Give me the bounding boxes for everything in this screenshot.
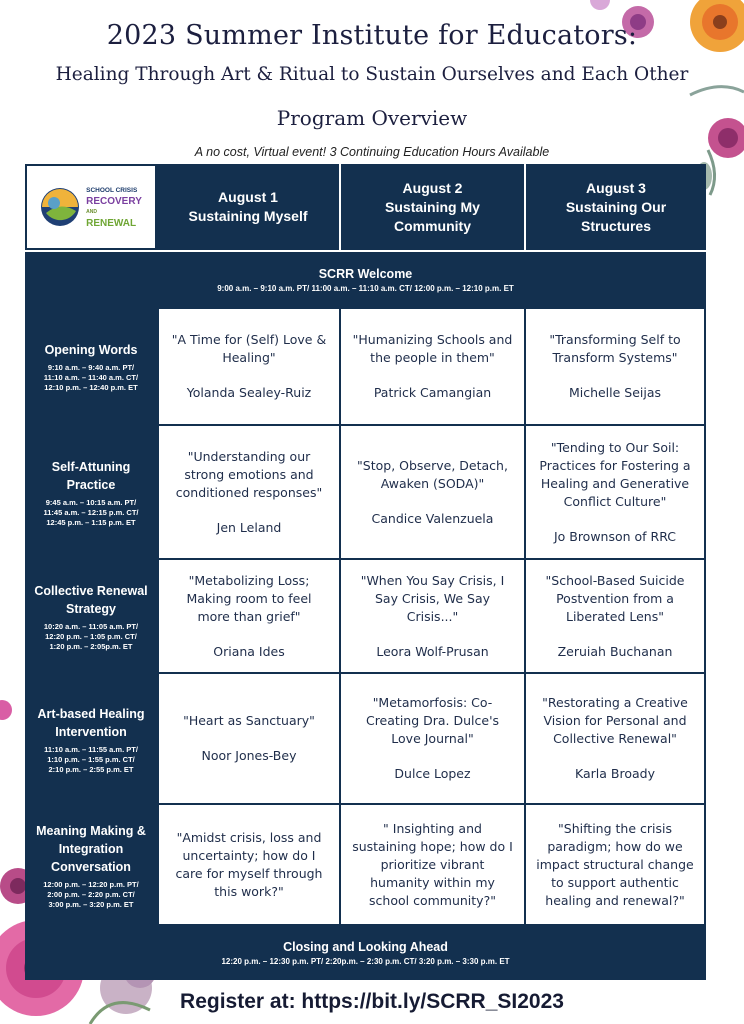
time-line: 3:00 p.m. – 3:20 p.m. ET xyxy=(48,899,134,909)
welcome-band xyxy=(25,252,706,307)
session-cell xyxy=(339,672,526,805)
row-label-collective-renewal-strategy xyxy=(25,560,157,674)
time-line: 11:10 a.m. – 11:55 a.m. PT/ xyxy=(44,744,138,754)
session-speaker: Jo Brownson of RRC xyxy=(553,528,677,544)
session-speaker: Karla Broady xyxy=(575,766,655,781)
session-title: "School-Based Suicide Postvention from a Liberated Lens" xyxy=(545,572,685,624)
page-title: 2023 Summer Institute for Educators: xyxy=(106,20,638,51)
day-date: August 2 xyxy=(402,179,463,196)
time-line: 11:45 a.m. – 12:15 p.m. CT/ xyxy=(43,508,139,517)
session-speaker: Yolanda Sealey-Ruiz xyxy=(186,385,312,400)
session-title: "Metabolizing Loss; Making room to feel more than grief" xyxy=(186,572,312,624)
session-speaker: Oriana Ides xyxy=(213,643,285,659)
row-label: Art-based Healing Intervention xyxy=(37,706,145,739)
session-speaker: Jen Leland xyxy=(216,519,282,535)
session-speaker: Michelle Seijas xyxy=(568,385,662,400)
register-link[interactable]: Register at: https://bit.ly/SCRR_SI2023 xyxy=(180,990,564,1013)
session-speaker: Patrick Camangian xyxy=(373,385,492,400)
time-line: 12:45 p.m. – 1:15 p.m. ET xyxy=(46,518,136,527)
session-title: "Metamorfosis: Co-Creating Dra. Dulce's Love Journal" xyxy=(365,695,500,746)
logo-line: RECOVERY xyxy=(86,196,142,207)
time-line: 2:10 p.m. – 2:55 p.m. ET xyxy=(48,764,134,774)
time-line: 12:00 p.m. – 12:20 p.m. PT/ xyxy=(43,879,139,889)
session-title: "A Time for (Self) Love & Healing" xyxy=(171,332,327,365)
session-title: "When You Say Crisis, I Say Crisis, We Say Crisis..." xyxy=(360,572,505,624)
session-cell xyxy=(339,307,526,426)
session-speaker: Zeruiah Buchanan xyxy=(557,643,673,659)
session-cell xyxy=(157,307,341,426)
session-title: " Insighting and sustaining hope; how do I prioritize vibrant humanity within my school community?" xyxy=(352,820,513,908)
session-cell xyxy=(157,424,341,560)
day-date: August 1 xyxy=(218,189,278,205)
row-label: Self-Attuning Practice xyxy=(51,460,131,492)
welcome-time: 9:00 a.m. – 9:10 a.m. PT/ 11:00 a.m. – 11:10 a.m. CT/ 12:00 p.m. – 12:10 p.m. ET xyxy=(217,283,514,293)
row-label: Opening Words xyxy=(44,342,138,357)
tagline: A no cost, Virtual event! 3 Continuing Education Hours Available xyxy=(194,145,550,159)
time-line: 10:20 a.m. – 11:05 a.m. PT/ xyxy=(43,622,139,631)
logo-text xyxy=(86,185,142,229)
time-line: 2:00 p.m. – 2:20 p.m. CT/ xyxy=(47,889,135,899)
session-cell xyxy=(524,424,706,560)
session-title: "Amidst crisis, loss and uncertainty; how do I care for myself through this work?" xyxy=(175,829,323,899)
session-title: "Transforming Self to Transform Systems" xyxy=(549,332,681,365)
section-heading: Program Overview xyxy=(276,106,468,130)
session-speaker: Noor Jones-Bey xyxy=(201,748,297,763)
logo-cell xyxy=(25,164,157,250)
day-header-3 xyxy=(526,164,706,250)
page-subtitle: Healing Through Art & Ritual to Sustain Ourselves and Each Other xyxy=(55,64,689,85)
session-cell xyxy=(524,803,706,926)
session-cell xyxy=(524,672,706,805)
welcome-title: SCRR Welcome xyxy=(318,266,413,281)
row-label-opening-words xyxy=(25,307,157,426)
session-title: "Stop, Observe, Detach, Awaken (SODA)" xyxy=(357,457,508,491)
session-cell xyxy=(339,424,526,560)
time-line: 12:10 p.m. – 12:40 p.m. ET xyxy=(44,382,138,392)
time-line: 1:10 p.m. – 1:55 p.m. CT/ xyxy=(47,754,135,764)
session-cell xyxy=(157,672,341,805)
closing-band xyxy=(25,926,706,980)
session-speaker: Dulce Lopez xyxy=(394,766,471,781)
session-cell xyxy=(524,307,706,426)
row-time xyxy=(43,498,138,528)
day-date: August 3 xyxy=(586,179,646,196)
time-line: 12:20 p.m. – 1:05 p.m. CT/ xyxy=(45,632,137,641)
closing-title: Closing and Looking Ahead xyxy=(283,940,448,954)
row-time xyxy=(43,880,138,910)
session-title: "Tending to Our Soil: Practices for Fostering a Healing and Generative Conflict Culture" xyxy=(539,439,691,509)
row-time xyxy=(44,363,138,393)
day-theme: Sustaining Our Structures xyxy=(565,198,667,234)
row-time xyxy=(44,622,138,652)
time-line: 9:45 a.m. – 10:15 a.m. PT/ xyxy=(45,498,137,507)
flower-decoration-icon xyxy=(0,690,14,730)
row-time xyxy=(44,745,138,775)
day-header-2 xyxy=(341,164,524,250)
session-speaker: Leora Wolf-Prusan xyxy=(376,643,489,659)
row-label: Meaning Making & Integration Conversation xyxy=(36,823,146,874)
session-cell xyxy=(339,803,526,926)
session-title: "Humanizing Schools and the people in them" xyxy=(352,332,513,365)
day-header-1 xyxy=(157,164,339,250)
session-title: "Heart as Sanctuary" xyxy=(183,713,315,728)
row-label: Collective Renewal Strategy xyxy=(34,584,148,616)
time-line: 9:10 a.m. – 9:40 a.m. PT/ xyxy=(47,362,135,372)
logo-line: AND xyxy=(86,209,97,215)
day-theme: Sustaining Myself xyxy=(188,208,308,224)
row-label-art-based-healing-intervention xyxy=(25,674,157,805)
time-line: 11:10 a.m. – 11:40 a.m. CT/ xyxy=(43,372,139,382)
session-title: "Restorating a Creative Vision for Personal and Collective Renewal" xyxy=(542,695,688,746)
session-cell xyxy=(339,558,526,674)
session-cell xyxy=(157,803,341,926)
session-title: "Shifting the crisis paradigm; how do we impact structural change to support authentic healing and renewal?" xyxy=(536,820,694,908)
session-cell xyxy=(157,558,341,674)
logo-line: SCHOOL CRISIS xyxy=(86,187,138,194)
scrr-logo-icon xyxy=(40,187,80,227)
session-cell xyxy=(524,558,706,674)
row-label-self-attuning-practice xyxy=(25,426,157,560)
logo-line: RENEWAL xyxy=(86,218,137,229)
session-speaker: Candice Valenzuela xyxy=(371,510,494,526)
closing-time: 12:20 p.m. – 12:30 p.m. PT/ 2:20p.m. – 2:30 p.m. CT/ 3:20 p.m. – 3:30 p.m. ET xyxy=(221,957,510,966)
day-theme: Sustaining My Community xyxy=(385,198,480,234)
row-label-meaning-making xyxy=(25,805,157,926)
session-title: "Understanding our strong emotions and conditioned responses" xyxy=(175,448,323,500)
time-line: 1:20 p.m. – 2:05p.m. ET xyxy=(49,642,133,651)
